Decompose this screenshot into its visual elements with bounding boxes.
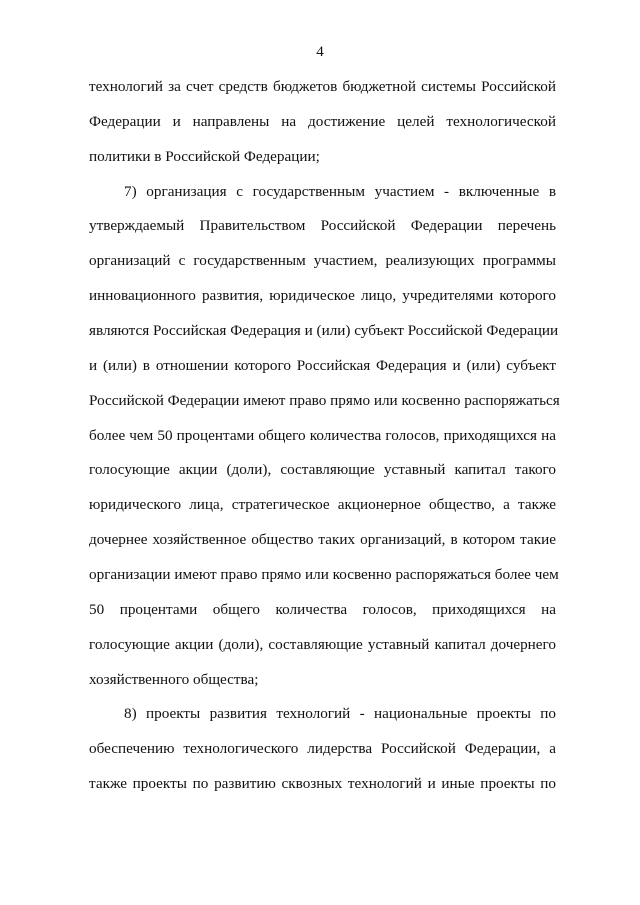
text-line: политики в Российской Федерации; [89,147,320,165]
text-line: более чем 50 процентами общего количества голосов, приходящихся на [89,426,556,444]
text-line: 50 процентами общего количества голосов, приходящихся на [89,600,556,618]
text-line: являются Российская Федерация и (или) субъект Российской Федерации [89,322,559,339]
text-line: 8) проекты развития технологий - национальные проекты по [124,705,556,723]
text-line: голосующие акции (доли), составляющие уставный капитал такого [89,461,556,479]
text-line: дочернее хозяйственное общество таких организаций, в котором такие [89,531,556,548]
text-line: юридического лица, стратегическое акционерное общество, а также [89,496,556,514]
text-line: также проекты по развитию сквозных технологий и иные проекты по [89,775,556,792]
text-line: и (или) в отношении которого Российская Федерация и (или) субъект [89,356,556,374]
page-number: 4 [316,44,324,60]
text-line: утверждаемый Правительством Российской Федерации перечень [89,217,556,235]
text-line: Российской Федерации имеют право прямо или косвенно распоряжаться [89,391,560,409]
text-line: обеспечению технологического лидерства Российской Федерации, а [89,740,556,758]
text-line: инновационного развития, юридическое лицо, учредителями которого [89,287,556,305]
text-line: организации имеют право прямо или косвенно распоряжаться более чем [89,565,559,583]
text-line: Федерации и направлены на достижение целей технологической [89,112,556,130]
text-line: голосующие акции (доли), составляющие уставный капитал дочернего [89,635,556,653]
text-line: технологий за счет средств бюджетов бюджетной системы Российской [89,78,556,95]
text-line: 7) организация с государственным участием - включенные в [124,182,556,200]
text-line: организаций с государственным участием, реализующих программы [89,252,556,270]
text-line: хозяйственного общества; [89,670,259,688]
